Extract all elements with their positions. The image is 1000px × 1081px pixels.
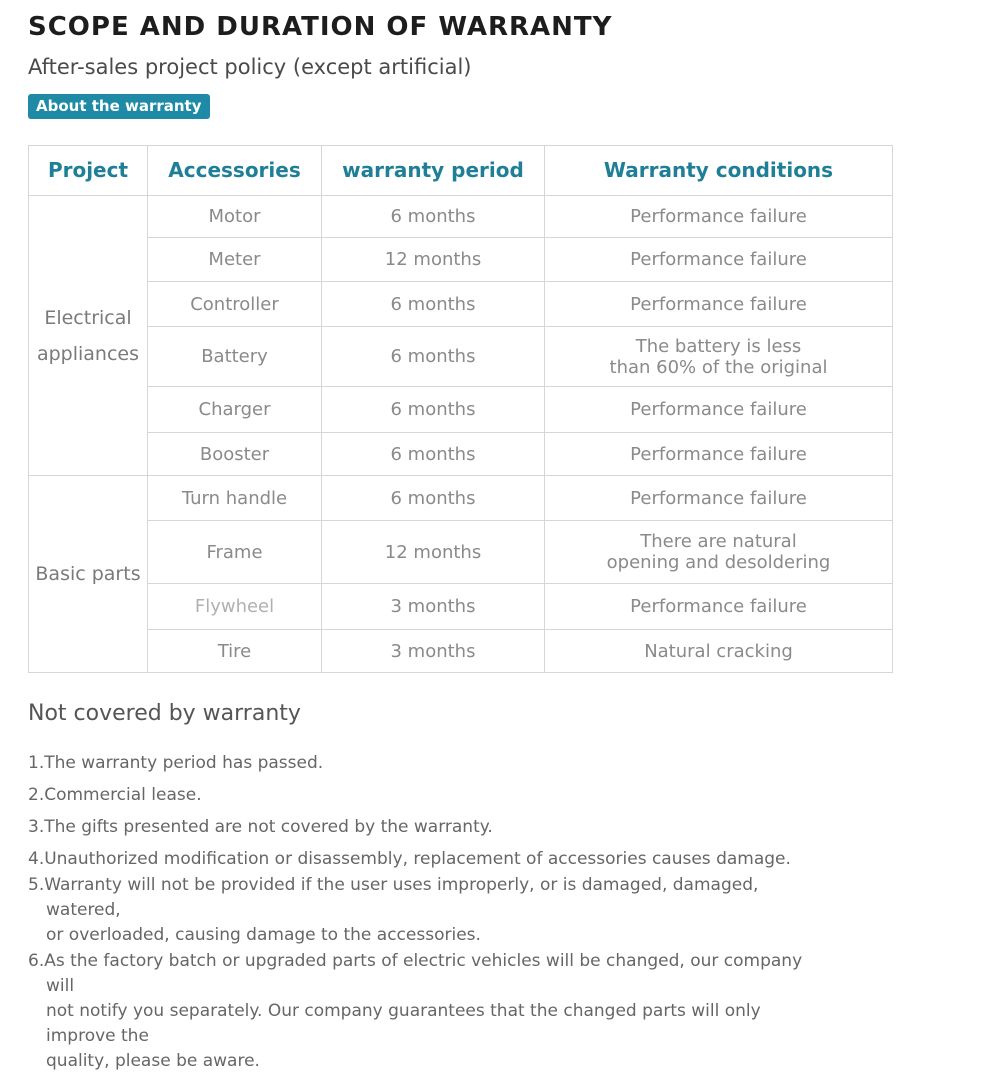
list-item-text: not notify you separately. Our company guarantees that the changed parts will only improve the xyxy=(46,1001,761,1046)
condition-cell: Performance failure xyxy=(545,196,893,238)
list-item-text: or overloaded, causing damage to the accessories. xyxy=(46,925,481,945)
list-item-text: 6.As the factory batch or upgraded parts of electric vehicles will be changed, our company will xyxy=(28,951,803,996)
condition-cell xyxy=(545,327,893,387)
accessory-cell: Motor xyxy=(148,196,322,238)
period-cell: 3 months xyxy=(322,630,545,673)
accessory-cell: Tire xyxy=(148,630,322,673)
condition-cell: Performance failure xyxy=(545,387,893,433)
period-cell: 12 months xyxy=(322,238,545,282)
table-row xyxy=(29,476,893,521)
table-row xyxy=(29,630,893,673)
list-item xyxy=(28,783,828,808)
period-cell: 6 months xyxy=(322,476,545,521)
condition-line: There are natural xyxy=(640,531,797,552)
list-item-text: 2.Commercial lease. xyxy=(28,785,202,805)
page-subtitle: After-sales project policy (except artificial) xyxy=(28,55,472,79)
period-cell: 6 months xyxy=(322,327,545,387)
group-basic-parts: Basic parts xyxy=(29,476,148,673)
header-warranty-conditions: Warranty conditions xyxy=(545,146,893,196)
condition-line: opening and desoldering xyxy=(606,552,831,573)
warranty-table xyxy=(28,145,893,673)
table-row xyxy=(29,238,893,282)
condition-cell xyxy=(545,521,893,584)
header-project: Project xyxy=(29,146,148,196)
accessory-cell: Booster xyxy=(148,433,322,476)
group-label-line: Electrical xyxy=(44,306,132,329)
period-cell: 6 months xyxy=(322,196,545,238)
accessory-cell: Meter xyxy=(148,238,322,282)
header-accessories: Accessories xyxy=(148,146,322,196)
group-label-line: appliances xyxy=(36,342,140,365)
table-row xyxy=(29,327,893,387)
condition-cell: Performance failure xyxy=(545,584,893,630)
not-covered-list xyxy=(28,751,828,1081)
condition-cell: Performance failure xyxy=(545,476,893,521)
condition-cell: Performance failure xyxy=(545,282,893,327)
list-item-text: 3.The gifts presented are not covered by the warranty. xyxy=(28,817,493,837)
table-row xyxy=(29,196,893,238)
list-item xyxy=(28,815,828,840)
period-cell: 12 months xyxy=(322,521,545,584)
not-covered-title: Not covered by warranty xyxy=(28,701,301,726)
list-item xyxy=(28,847,828,872)
list-item-text: quality, please be aware. xyxy=(46,1051,260,1071)
list-item xyxy=(28,873,828,948)
accessory-cell: Turn handle xyxy=(148,476,322,521)
condition-line: than 60% of the original xyxy=(609,356,828,378)
period-cell: 6 months xyxy=(322,387,545,433)
condition-cell: Natural cracking xyxy=(545,630,893,673)
list-item-text: 5.Warranty will not be provided if the user uses improperly, or is damaged, damaged, watered, xyxy=(28,875,759,920)
table-row xyxy=(29,387,893,433)
condition-cell: Performance failure xyxy=(545,433,893,476)
period-cell: 3 months xyxy=(322,584,545,630)
accessory-cell: Flywheel xyxy=(148,584,322,630)
table-row xyxy=(29,584,893,630)
table-row xyxy=(29,282,893,327)
header-warranty-period: warranty period xyxy=(322,146,545,196)
condition-line: The battery is less xyxy=(635,335,802,357)
list-item xyxy=(28,751,828,776)
list-item xyxy=(28,949,828,1074)
list-item-text: 1.The warranty period has passed. xyxy=(28,753,324,773)
table-row xyxy=(29,521,893,584)
accessory-cell: Frame xyxy=(148,521,322,584)
period-cell: 6 months xyxy=(322,433,545,476)
group-electrical-appliances xyxy=(29,196,148,476)
table-row xyxy=(29,433,893,476)
accessory-cell: Charger xyxy=(148,387,322,433)
page-title: SCOPE AND DURATION OF WARRANTY xyxy=(28,12,613,42)
condition-cell: Performance failure xyxy=(545,238,893,282)
accessory-cell: Battery xyxy=(148,327,322,387)
about-warranty-badge: About the warranty xyxy=(28,94,210,119)
accessory-cell: Controller xyxy=(148,282,322,327)
list-item-text: 4.Unauthorized modification or disassembly, replacement of accessories causes damage. xyxy=(28,849,791,869)
table-header-row xyxy=(29,146,893,196)
period-cell: 6 months xyxy=(322,282,545,327)
